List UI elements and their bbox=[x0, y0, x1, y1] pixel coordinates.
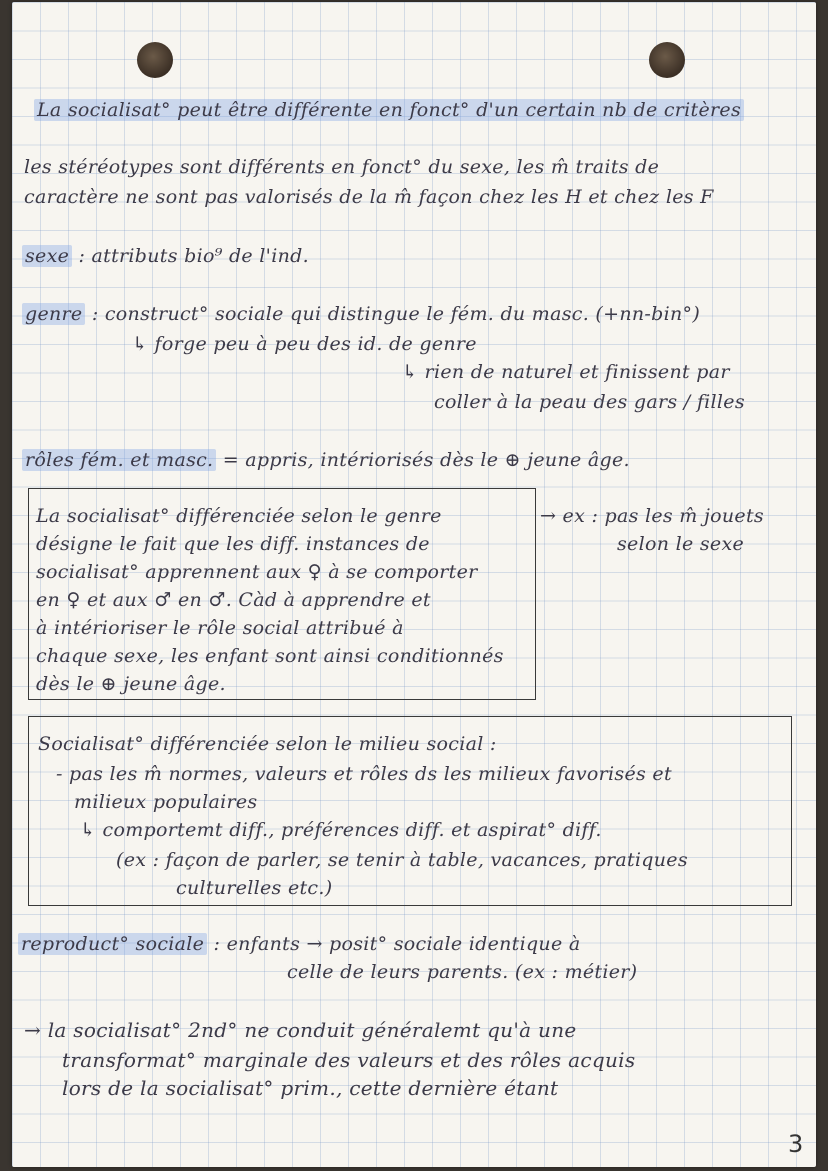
box2-line-5: (ex : façon de parler, se tenir à table, vacances, pratiques bbox=[116, 849, 688, 871]
box1-side-example-cont: selon le sexe bbox=[617, 533, 745, 555]
box2-line-3: milieux populaires bbox=[74, 791, 258, 813]
reproduction-definition-cont: celle de leurs parents. (ex : métier) bbox=[287, 961, 638, 983]
stereotypes-line-1: les stéréotypes sont différents en fonct° du sexe, les m̂ traits de bbox=[24, 156, 660, 178]
conclusion-line-3: lors de la socialisat° prim., cette dernière étant bbox=[62, 1076, 559, 1100]
box1-line-5: à intérioriser le rôle social attribué à bbox=[36, 617, 404, 639]
genre-text: : construct° sociale qui distingue le fém. du masc. (+nn-bin°) bbox=[91, 303, 701, 325]
page-number: 3 bbox=[788, 1130, 804, 1158]
roles-text: = appris, intériorisés dès le ⊕ jeune âge. bbox=[222, 449, 630, 471]
conclusion-line-1: → la socialisat° 2nd° ne conduit généralemt qu'à une bbox=[24, 1018, 577, 1042]
conclusion-line-2: transformat° marginale des valeurs et des rôles acquis bbox=[62, 1048, 636, 1072]
sexe-definition bbox=[22, 244, 309, 268]
box1-line-6: chaque sexe, les enfant sont ainsi conditionnés bbox=[36, 645, 504, 667]
box2-line-6: culturelles etc.) bbox=[176, 877, 333, 899]
stereotypes-line-2: caractère ne sont pas valorisés de la m̂ façon chez les H et chez les F bbox=[24, 186, 714, 208]
reproduction-text: : enfants → posit° sociale identique à bbox=[213, 933, 581, 955]
genre-arrow-2: ↳ rien de naturel et finissent par bbox=[402, 361, 730, 383]
box1-line-4: en ♀ et aux ♂ en ♂. Càd à apprendre et bbox=[36, 589, 431, 611]
box2-line-1: Socialisat° différenciée selon le milieu social : bbox=[38, 733, 497, 755]
genre-term: genre bbox=[22, 303, 85, 325]
box2-line-2: - pas les m̂ normes, valeurs et rôles ds les milieux favorisés et bbox=[56, 763, 672, 785]
box1-line-2: désigne le fait que les diff. instances de bbox=[36, 533, 430, 555]
binder-hole-right bbox=[649, 42, 685, 78]
genre-definition bbox=[22, 302, 700, 326]
box2-line-4: ↳ comportemt diff., préférences diff. et aspirat° diff. bbox=[80, 819, 602, 841]
sexe-term: sexe bbox=[22, 245, 72, 267]
roles-definition bbox=[22, 448, 630, 472]
roles-term: rôles fém. et masc. bbox=[22, 449, 216, 471]
reproduction-definition bbox=[18, 932, 580, 956]
box1-line-7: dès le ⊕ jeune âge. bbox=[36, 673, 226, 695]
box1-line-3: socialisat° apprennent aux ♀ à se comporter bbox=[36, 561, 478, 583]
genre-arrow-1: ↳ forge peu à peu des id. de genre bbox=[132, 333, 477, 355]
title-text: La socialisat° peut être différente en fonct° d'un certain nb de critères bbox=[34, 99, 744, 121]
page-title bbox=[34, 98, 744, 122]
box1-side-example: → ex : pas les m̂ jouets bbox=[540, 505, 764, 527]
binder-hole-left bbox=[137, 42, 173, 78]
box1-line-1: La socialisat° différenciée selon le genre bbox=[36, 505, 442, 527]
notebook-page bbox=[12, 2, 816, 1167]
reproduction-term: reproduct° sociale bbox=[18, 933, 207, 955]
sexe-text: : attributs bio⁹ de l'ind. bbox=[78, 245, 309, 267]
genre-arrow-2-cont: coller à la peau des gars / filles bbox=[434, 391, 745, 413]
